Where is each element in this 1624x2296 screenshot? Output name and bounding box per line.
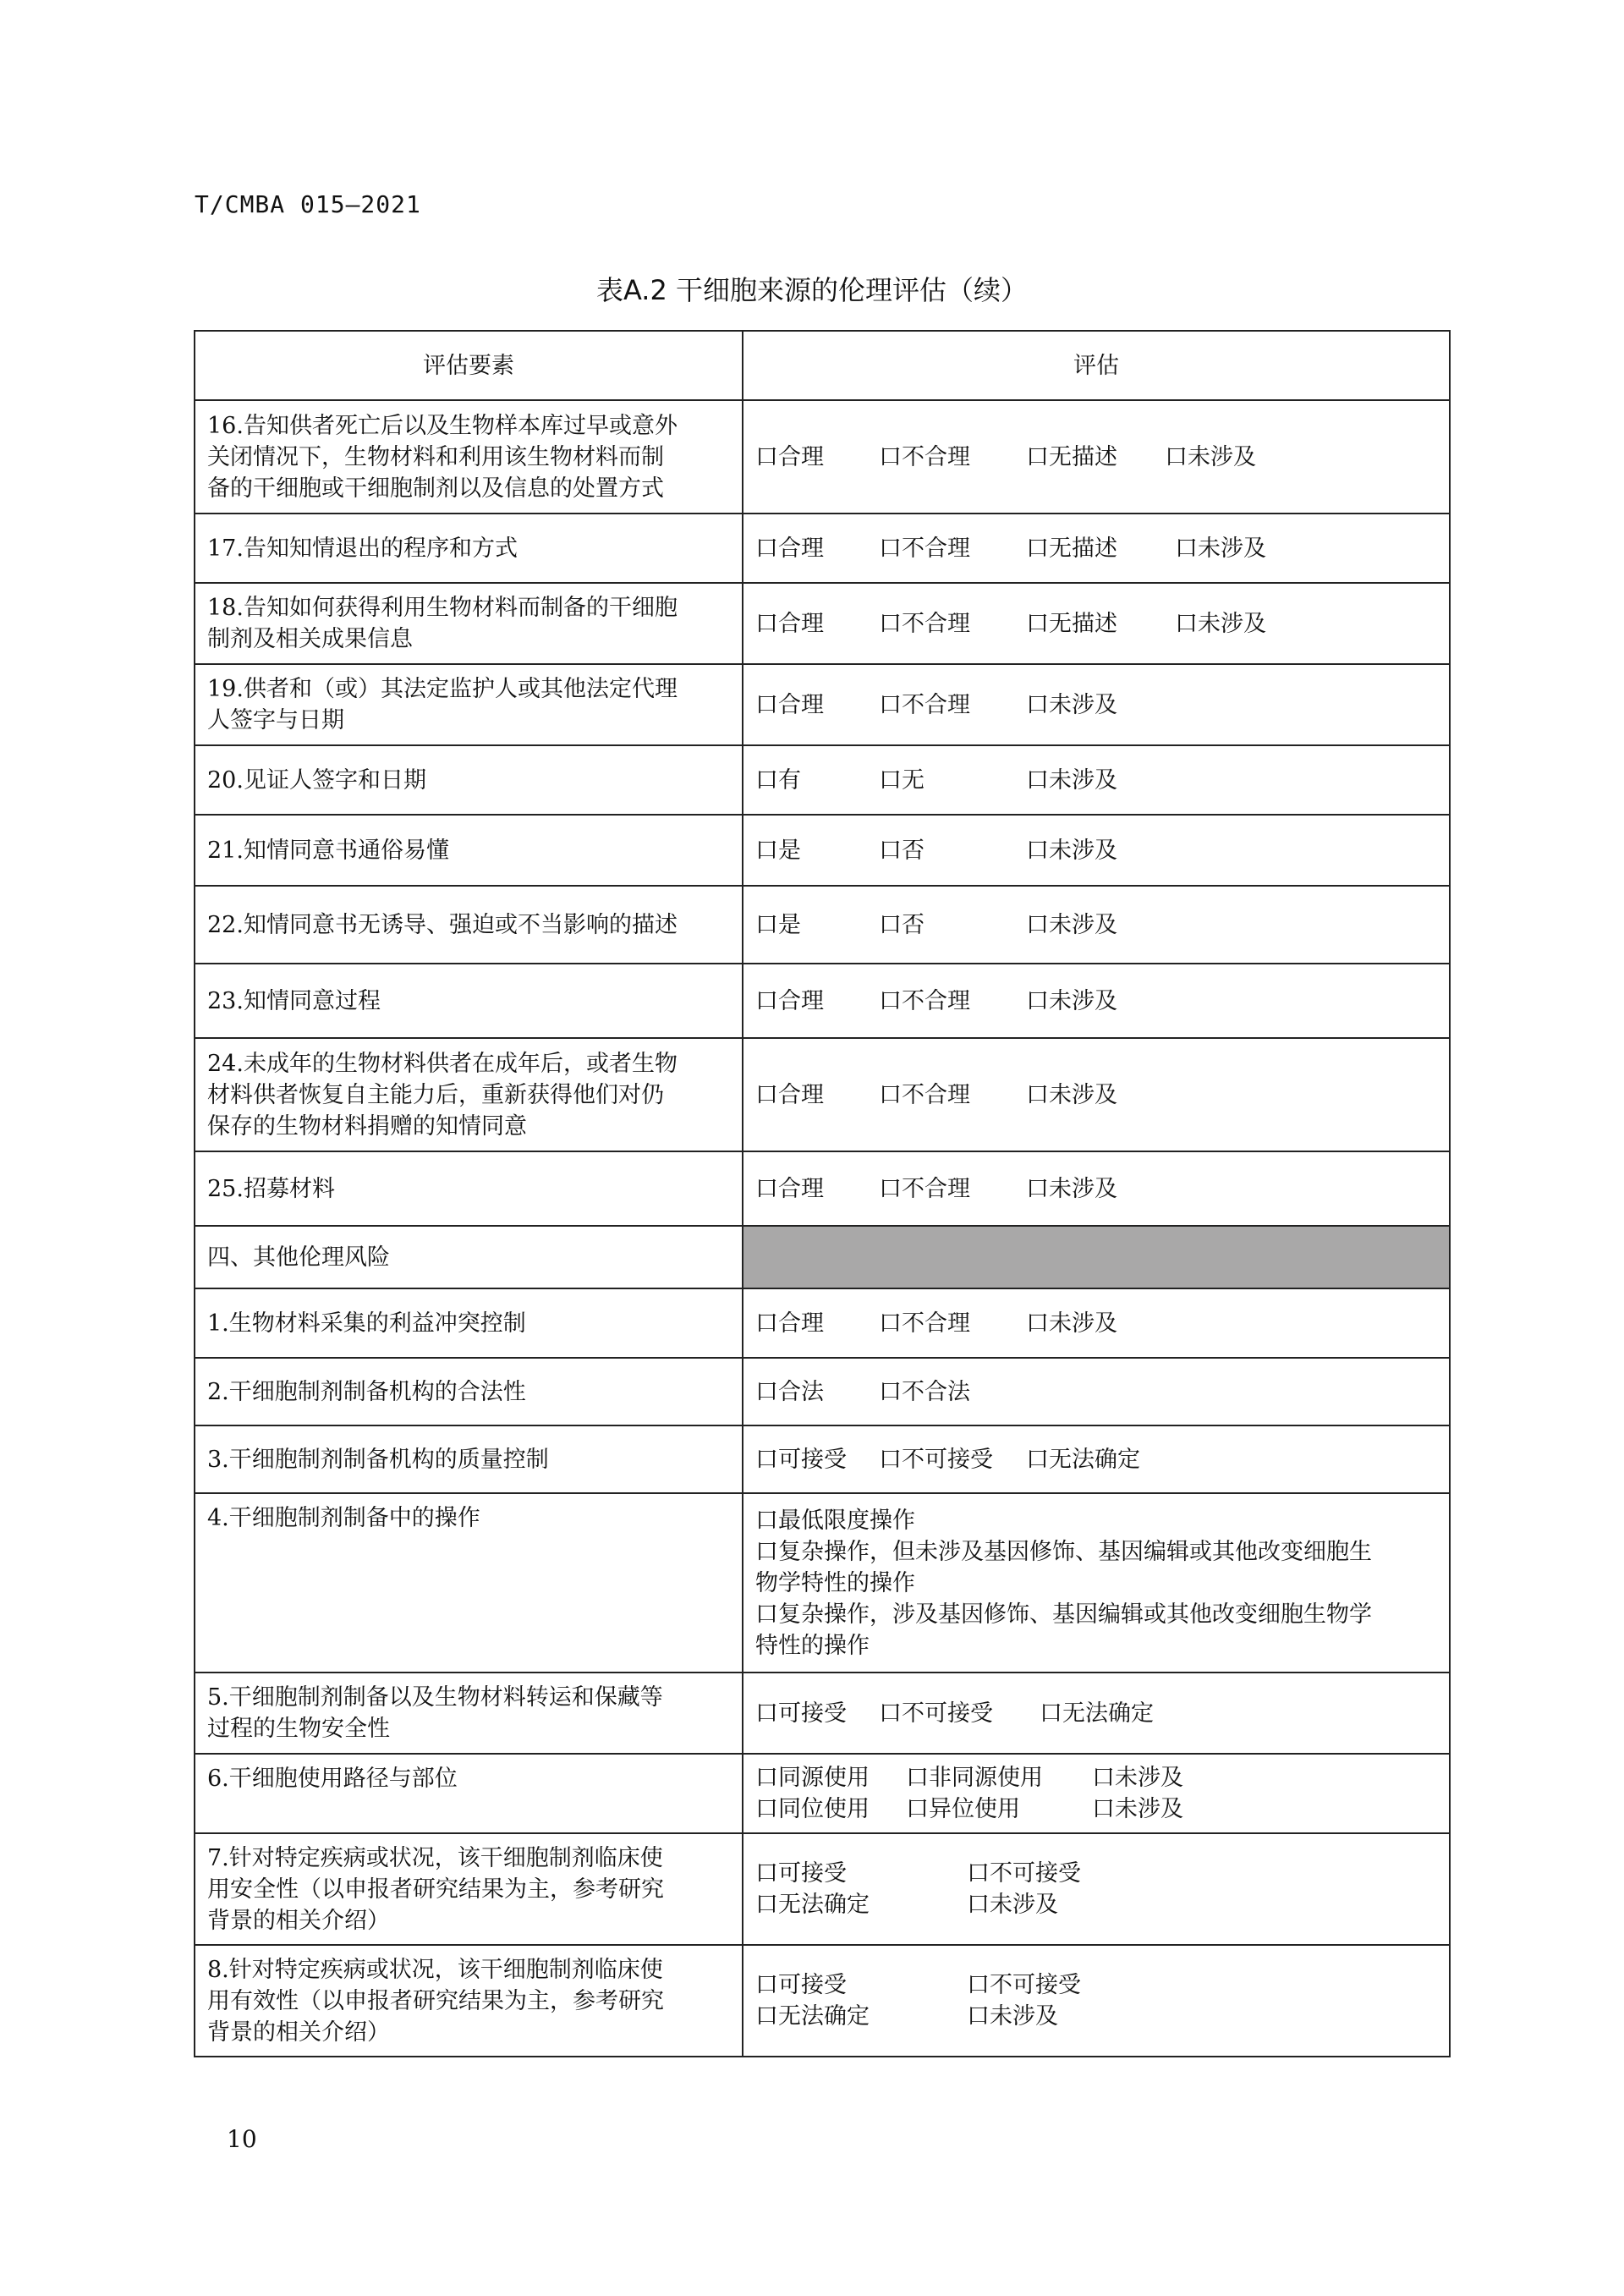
item-line: 18.告知如何获得利用生物材料而制备的干细胞 (207, 595, 678, 621)
row-item (195, 815, 743, 886)
option-checkbox[interactable]: 口未涉及 (1026, 1310, 1117, 1337)
table-row (195, 1673, 1450, 1754)
table-row (195, 1493, 1450, 1673)
table-header-row (195, 331, 1450, 400)
option-checkbox[interactable]: 口可接受 (755, 1700, 847, 1727)
option-checkbox[interactable]: 口不合法 (879, 1378, 970, 1405)
row-item (195, 886, 743, 964)
option-checkbox[interactable]: 口不合理 (879, 691, 970, 718)
option-checkbox[interactable]: 口无 (879, 766, 924, 794)
option-checkbox[interactable]: 口不可接受 (879, 1446, 993, 1473)
section-row (195, 1226, 1450, 1288)
table-row (195, 964, 1450, 1038)
option-checkbox[interactable]: 口合理 (755, 535, 824, 562)
option-line[interactable]: 口最低限度操作 (755, 1507, 915, 1534)
table-row (195, 400, 1450, 514)
item-line: 19.供者和（或）其法定监护人或其他法定代理 (207, 676, 678, 702)
item-line: 16.告知供者死亡后以及生物样本库过早或意外 (207, 412, 678, 439)
option-checkbox[interactable]: 口未涉及 (1092, 1765, 1183, 1791)
row-item (195, 1673, 743, 1754)
option-checkbox[interactable]: 口合理 (755, 987, 824, 1014)
option-checkbox[interactable]: 口不合理 (879, 443, 970, 470)
row-item (195, 514, 743, 583)
item-line: 用安全性（以申报者研究结果为主，参考研究 (207, 1876, 664, 1903)
option-checkbox[interactable]: 口合理 (755, 610, 824, 637)
row-item (195, 400, 743, 514)
option-checkbox[interactable]: 口合法 (755, 1378, 824, 1405)
row-options (743, 1358, 1450, 1425)
option-checkbox[interactable]: 口无法确定 (755, 1892, 870, 1918)
row-item (195, 583, 743, 664)
standard-code: T/CMBA 015—2021 (195, 190, 421, 218)
row-item (195, 1151, 743, 1226)
option-checkbox[interactable]: 口未涉及 (967, 1892, 1058, 1918)
option-line: 特性的操作 (755, 1632, 870, 1659)
row-item (195, 1493, 743, 1673)
table-row (195, 745, 1450, 815)
table-row (195, 1833, 1450, 1945)
row-options (743, 745, 1450, 815)
row-item (195, 664, 743, 745)
table-row (195, 1754, 1450, 1833)
item-line: 背景的相关介绍） (207, 1907, 390, 1934)
item-line: 8.针对特定疾病或状况，该干细胞制剂临床使 (207, 1956, 663, 1983)
item-line: 制剂及相关成果信息 (207, 626, 413, 652)
option-checkbox[interactable]: 口是 (755, 911, 801, 938)
row-item (195, 1754, 743, 1833)
option-checkbox[interactable]: 口未涉及 (1026, 911, 1117, 938)
row-item (195, 1833, 743, 1945)
option-checkbox[interactable]: 口未涉及 (1165, 443, 1256, 470)
item-line: 20.见证人签字和日期 (207, 766, 426, 794)
col-header-element: 评估要素 (195, 331, 743, 400)
row-options (743, 400, 1450, 514)
table-row (195, 1945, 1450, 2057)
item-line: 过程的生物安全性 (207, 1716, 390, 1742)
row-item (195, 745, 743, 815)
item-line: 25.招募材料 (207, 1175, 335, 1202)
option-checkbox[interactable]: 口不合理 (879, 987, 970, 1014)
item-line: 保存的生物材料捐赠的知情同意 (207, 1112, 527, 1140)
row-options (743, 1288, 1450, 1358)
option-line[interactable]: 口复杂操作，涉及基因修饰、基因编辑或其他改变细胞生物学 (755, 1601, 1372, 1628)
option-checkbox[interactable]: 口合理 (755, 443, 824, 470)
row-item (195, 964, 743, 1038)
option-checkbox[interactable]: 口有 (755, 766, 801, 794)
page-number: 10 (227, 2125, 257, 2153)
row-options (743, 664, 1450, 745)
item-line: 备的干细胞或干细胞制剂以及信息的处置方式 (207, 475, 664, 502)
table-row (195, 886, 1450, 964)
option-checkbox[interactable]: 口未涉及 (1026, 987, 1117, 1014)
option-checkbox[interactable]: 口无描述 (1026, 443, 1117, 470)
option-checkbox[interactable]: 口未涉及 (1175, 535, 1266, 562)
option-checkbox[interactable]: 口不合理 (879, 1175, 970, 1202)
option-checkbox[interactable]: 口无法确定 (1026, 1446, 1140, 1473)
option-checkbox[interactable]: 口合理 (755, 1310, 824, 1337)
row-options (743, 1754, 1450, 1833)
row-options (743, 1038, 1450, 1151)
row-options (743, 514, 1450, 583)
item-line: 材料供者恢复自主能力后，重新获得他们对仍 (207, 1081, 664, 1108)
table-row (195, 1425, 1450, 1493)
row-options (743, 886, 1450, 964)
col-header-evaluation: 评估 (743, 331, 1450, 400)
option-checkbox[interactable]: 口合理 (755, 691, 824, 718)
option-checkbox[interactable]: 口可接受 (755, 1860, 847, 1887)
option-checkbox[interactable]: 口不合理 (879, 1310, 970, 1337)
item-line: 5.干细胞制剂制备以及生物材料转运和保藏等 (207, 1684, 663, 1711)
item-line: 用有效性（以申报者研究结果为主，参考研究 (207, 1987, 664, 2014)
option-checkbox[interactable]: 口非同源使用 (906, 1765, 1043, 1791)
row-options (743, 1493, 1450, 1673)
item-line: 7.针对特定疾病或状况，该干细胞制剂临床使 (207, 1844, 663, 1871)
row-options (743, 1673, 1450, 1754)
option-checkbox[interactable]: 口可接受 (755, 1972, 847, 1998)
option-checkbox[interactable]: 口不合理 (879, 610, 970, 637)
section-gray-cell (743, 1226, 1450, 1288)
option-checkbox[interactable]: 口未涉及 (1092, 1796, 1183, 1822)
item-line: 1.生物材料采集的利益冲突控制 (207, 1310, 526, 1337)
table-row (195, 1358, 1450, 1425)
item-line: 24.未成年的生物材料供者在成年后，或者生物 (207, 1050, 678, 1077)
row-item (195, 1038, 743, 1151)
option-checkbox[interactable]: 口不合理 (879, 1081, 970, 1108)
row-options (743, 1833, 1450, 1945)
table-row (195, 1288, 1450, 1358)
item-line: 6.干细胞使用路径与部位 (207, 1766, 458, 1792)
row-options (743, 964, 1450, 1038)
option-checkbox[interactable]: 口无描述 (1026, 610, 1117, 637)
row-item (195, 1288, 743, 1358)
row-options (743, 583, 1450, 664)
item-line: 3.干细胞制剂制备机构的质量控制 (207, 1446, 549, 1473)
option-checkbox[interactable]: 口未涉及 (1026, 766, 1117, 794)
option-checkbox[interactable]: 口无描述 (1026, 535, 1117, 562)
option-checkbox[interactable]: 口不合理 (879, 535, 970, 562)
option-line[interactable]: 口复杂操作，但未涉及基因修饰、基因编辑或其他改变细胞生 (755, 1538, 1372, 1565)
option-checkbox[interactable]: 口未涉及 (1026, 837, 1117, 864)
table-title: 表A.2 干细胞来源的伦理评估（续） (595, 274, 1029, 306)
option-checkbox[interactable]: 口不可接受 (879, 1700, 993, 1727)
item-line: 背景的相关介绍） (207, 2019, 390, 2046)
row-options (743, 1945, 1450, 2057)
table-row (195, 664, 1450, 745)
table-row (195, 1038, 1450, 1151)
item-line: 22.知情同意书无诱导、强迫或不当影响的描述 (207, 911, 678, 938)
option-checkbox[interactable]: 口无法确定 (1040, 1700, 1154, 1727)
option-checkbox[interactable]: 口否 (879, 837, 924, 864)
option-checkbox[interactable]: 口合理 (755, 1081, 824, 1108)
option-line: 物学特性的操作 (755, 1569, 915, 1596)
option-checkbox[interactable]: 口否 (879, 911, 924, 938)
item-line: 21.知情同意书通俗易懂 (207, 837, 449, 864)
row-options (743, 815, 1450, 886)
row-item (195, 1425, 743, 1493)
row-options (743, 1151, 1450, 1226)
option-checkbox[interactable]: 口同位使用 (755, 1796, 870, 1822)
row-item (195, 1945, 743, 2057)
item-line: 关闭情况下，生物材料和利用该生物材料而制 (207, 443, 664, 470)
option-checkbox[interactable]: 口未涉及 (1175, 610, 1266, 637)
item-line: 17.告知知情退出的程序和方式 (207, 535, 518, 562)
option-checkbox[interactable]: 口无法确定 (755, 2003, 870, 2030)
option-checkbox[interactable]: 口可接受 (755, 1446, 847, 1473)
evaluation-table (194, 330, 1451, 2057)
item-line: 2.干细胞制剂制备机构的合法性 (207, 1378, 526, 1405)
option-checkbox[interactable]: 口异位使用 (906, 1796, 1020, 1822)
option-checkbox[interactable]: 口未涉及 (967, 2003, 1058, 2030)
item-line: 4.干细胞制剂制备中的操作 (207, 1505, 480, 1531)
table-row (195, 583, 1450, 664)
row-options (743, 1425, 1450, 1493)
table-row (195, 815, 1450, 886)
option-checkbox[interactable]: 口未涉及 (1026, 1175, 1117, 1202)
option-checkbox[interactable]: 口合理 (755, 1175, 824, 1202)
option-checkbox[interactable]: 口是 (755, 837, 801, 864)
table-row (195, 514, 1450, 583)
item-line: 人签字与日期 (207, 707, 344, 733)
option-checkbox[interactable]: 口不可接受 (967, 1972, 1081, 1998)
item-line: 23.知情同意过程 (207, 987, 381, 1014)
option-checkbox[interactable]: 口同源使用 (755, 1765, 870, 1791)
table-row (195, 1151, 1450, 1226)
option-checkbox[interactable]: 口不可接受 (967, 1860, 1081, 1887)
row-item (195, 1358, 743, 1425)
option-checkbox[interactable]: 口未涉及 (1026, 1081, 1117, 1108)
section-title: 四、其他伦理风险 (195, 1226, 743, 1288)
option-checkbox[interactable]: 口未涉及 (1026, 691, 1117, 718)
